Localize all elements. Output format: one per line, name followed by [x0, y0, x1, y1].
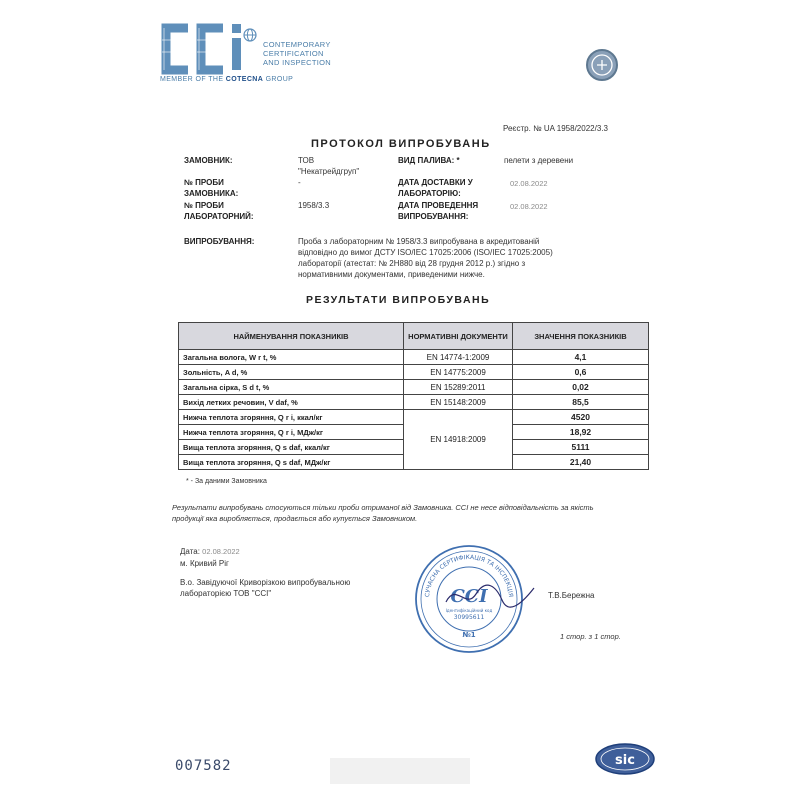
row-value: 0,6	[513, 365, 649, 380]
row-norm: EN 14775:2009	[404, 365, 513, 380]
globe-icon	[243, 28, 257, 42]
table-row	[179, 365, 649, 380]
fuel-label: ВИД ПАЛИВА: *	[398, 156, 460, 165]
date-value: 02.08.2022	[202, 547, 240, 556]
table-row	[179, 410, 649, 425]
sample-customer-value: -	[298, 178, 301, 187]
logo-line-3: AND INSPECTION	[263, 58, 331, 67]
city: м. Кривий Ріг	[180, 559, 229, 568]
redacted-area	[330, 758, 470, 784]
stamp-number: №1	[462, 631, 476, 639]
customer-value	[298, 155, 359, 177]
sample-customer-label-line-1: № ПРОБИ	[184, 178, 224, 187]
header-norm: НОРМАТИВНІ ДОКУМЕНТИ	[404, 323, 513, 350]
logo-line-1: CONTEMPORARY	[263, 40, 331, 49]
disclaimer-line-2: продукції яка виробляється, продається або купується Замовником.	[172, 514, 418, 523]
stamp-top-text: СУЧАСНА СЕРТИФІКАЦІЯ ТА ІНСПЕКЦІЯ	[424, 553, 514, 598]
row-name: Вихід летких речовин, V daf, %	[179, 395, 404, 410]
page-title: ПРОТОКОЛ ВИПРОБУВАНЬ	[311, 138, 491, 150]
tests-line-1: Проба з лабораторним № 1958/3.3 випробувана в акредитованій	[298, 237, 540, 246]
serial-number: 007582	[175, 758, 232, 774]
customer-label: ЗАМОВНИК:	[184, 156, 233, 165]
results-table	[178, 322, 649, 470]
sample-customer-label-line-2: ЗАМОВНИКА:	[184, 189, 239, 198]
delivery-date-label-line-2: ЛАБОРАТОРІЮ:	[398, 189, 461, 198]
test-date-label	[398, 200, 478, 222]
table-row	[179, 395, 649, 410]
row-value: 85,5	[513, 395, 649, 410]
row-norm: EN 15289:2011	[404, 380, 513, 395]
page-count: 1 стор. з 1 стор.	[560, 632, 621, 641]
sample-lab-label	[184, 200, 254, 222]
fuel-value: пелети з деревени	[504, 156, 574, 165]
tests-line-2: відповідно до вимог ДСТУ ISO/IEC 17025:2006 (ISO/IEC 17025:2005)	[298, 248, 553, 257]
header-value: ЗНАЧЕННЯ ПОКАЗНИКІВ	[513, 323, 649, 350]
test-date-value: 02.08.2022	[510, 202, 548, 211]
tests-line-4: нормативними документами, приведеними нижче.	[298, 270, 485, 279]
sample-lab-label-line-2: ЛАБОРАТОРНИЙ:	[184, 212, 254, 221]
row-norm-merged: EN 14918:2009	[404, 410, 513, 470]
signatory-line-2: лабораторією ТОВ "CCI"	[180, 589, 272, 598]
disclaimer	[172, 502, 642, 524]
test-date-label-line-2: ВИПРОБУВАННЯ:	[398, 212, 469, 221]
header-name: НАЙМЕНУВАННЯ ПОКАЗНИКІВ	[179, 323, 404, 350]
customer-value-line-1: ТОВ	[298, 156, 315, 165]
row-value: 5111	[513, 440, 649, 455]
certification-mark-icon	[580, 46, 624, 84]
results-title: РЕЗУЛЬТАТИ ВИПРОБУВАНЬ	[306, 294, 491, 306]
delivery-date-label-line-1: ДАТА ДОСТАВКИ У	[398, 178, 473, 187]
row-name: Нижча теплота згоряння, Q r i, МДж/кг	[179, 425, 404, 440]
member-prefix: MEMBER OF THE	[160, 76, 224, 83]
tests-label: ВИПРОБУВАННЯ:	[184, 237, 255, 246]
sample-customer-label	[184, 177, 238, 199]
sic-badge-icon	[594, 742, 656, 776]
row-value: 4,1	[513, 350, 649, 365]
row-value: 18,92	[513, 425, 649, 440]
row-name: Загальна волога, W r t, %	[179, 350, 404, 365]
test-date-label-line-1: ДАТА ПРОВЕДЕННЯ	[398, 201, 479, 210]
logo-company-name	[263, 40, 331, 67]
row-name: Зольність, A d, %	[179, 365, 404, 380]
member-suffix: GROUP	[265, 76, 294, 83]
row-name: Нижча теплота згоряння, Q r i, ккал/кг	[179, 410, 404, 425]
row-norm: EN 15148:2009	[404, 395, 513, 410]
row-name: Вища теплота згоряння, Q s daf, ккал/кг	[179, 440, 404, 455]
signatory-line-1: В.о. Завідуючої Криворізкою випробувальною	[180, 578, 351, 587]
signatory-name: Т.В.Бережна	[548, 591, 595, 600]
table-row	[179, 380, 649, 395]
sample-lab-value: 1958/3.3	[298, 201, 330, 210]
row-value: 4520	[513, 410, 649, 425]
row-value: 21,40	[513, 455, 649, 470]
member-brand: COTECNA	[225, 76, 264, 83]
disclaimer-line-1: Результати випробувань стосуються тільки проби отриманої від Замовника. CCI не несе відповідальність за якість	[172, 503, 594, 512]
signature-icon	[440, 576, 540, 616]
member-line	[160, 76, 293, 83]
customer-value-line-2: "Некатрейдгруп"	[298, 167, 360, 176]
signatory-title	[180, 577, 350, 599]
logo-line-2: CERTIFICATION	[263, 49, 324, 58]
tests-description	[298, 236, 648, 280]
delivery-date-value: 02.08.2022	[510, 179, 548, 188]
row-norm: EN 14774-1:2009	[404, 350, 513, 365]
tests-line-3: лабораторії (атестат: № 2Н880 від 28 грудня 2012 р.) згідно з	[298, 259, 526, 268]
row-name: Вища теплота згоряння, Q s daf, МДж/кг	[179, 455, 404, 470]
row-name: Загальна сірка, S d t, %	[179, 380, 404, 395]
stamp-center-text: CCI	[450, 586, 488, 607]
date-label: Дата:	[180, 547, 200, 556]
stamp-code-label: Ідентифікаційний код	[445, 608, 493, 613]
customer-data-note: * - За даними Замовника	[186, 478, 267, 485]
stamp-code: 30995611	[453, 614, 485, 621]
registry-number: Реєстр. № UA 1958/2022/3.3	[503, 124, 608, 133]
sic-badge-text: sic	[615, 753, 635, 768]
table-row	[179, 350, 649, 365]
row-value: 0,02	[513, 380, 649, 395]
date-block	[180, 546, 240, 557]
sample-lab-label-line-1: № ПРОБИ	[184, 201, 224, 210]
table-header-row	[179, 323, 649, 350]
delivery-date-label	[398, 177, 473, 199]
